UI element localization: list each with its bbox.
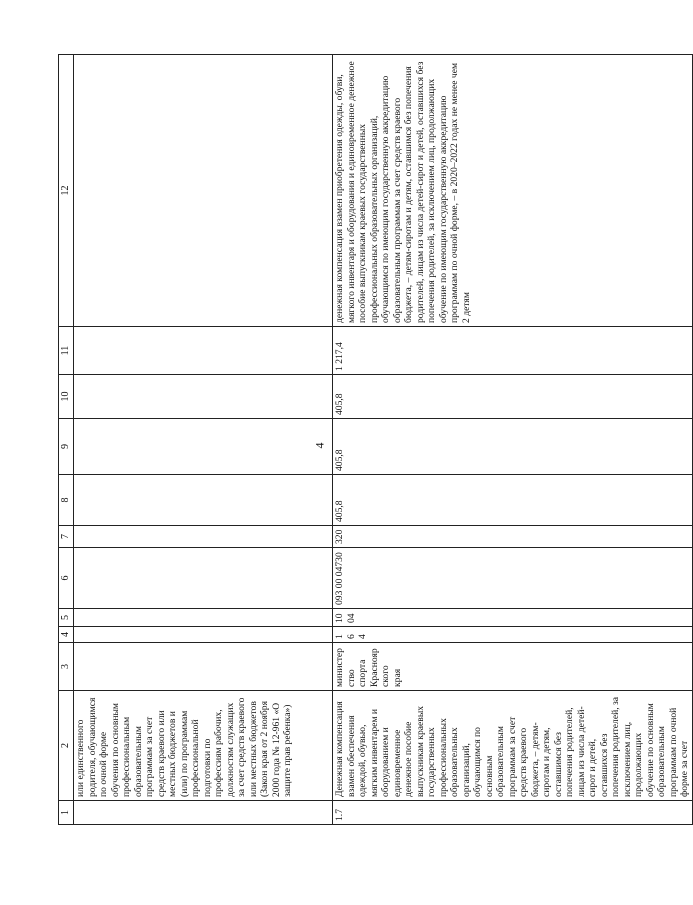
- section-cell: 10 04: [333, 609, 693, 627]
- table-row: [333, 55, 693, 825]
- header-cell: 9: [59, 419, 74, 475]
- amount-cell: [74, 475, 333, 526]
- expense-type-cell: [74, 526, 333, 548]
- section-cell: [74, 609, 333, 627]
- header-cell: 1: [59, 801, 74, 825]
- row-number-cell: [74, 801, 333, 825]
- administrator-cell: [74, 643, 333, 691]
- description-cell: или единственного родителя, обучающимся по очной форме обучения по основным профессиональным образовательным программам за счет средств краевого или местных бюджетов и (или) по программам профессиональной подготовки по профессиям рабочих, должностям служащих за счет средств краевого или местных бюджетов (Закон края от 2 ноября 2000 года № 12-961 «О защите прав ребенка»): [74, 691, 333, 801]
- header-row: [59, 55, 74, 825]
- code-cell: [74, 627, 333, 643]
- administrator-cell: министерство спорта Красноярского края: [333, 643, 693, 691]
- total-cell: 1 217,4: [333, 327, 693, 375]
- page-number: 4: [312, 442, 327, 449]
- target-article-cell: 093 00 04730: [333, 548, 693, 609]
- result-cell: [74, 55, 333, 327]
- header-cell: 2: [59, 691, 74, 801]
- amount-cell: 405,8: [333, 375, 693, 419]
- header-cell: 10: [59, 375, 74, 419]
- target-article-cell: [74, 548, 333, 609]
- row-number-cell: 1.7: [333, 801, 693, 825]
- amount-cell: 405,8: [333, 419, 693, 475]
- header-cell: 3: [59, 643, 74, 691]
- header-cell: 5: [59, 609, 74, 627]
- result-cell: денежная компенсация взамен приобретения одежды, обуви, мягкого инвентаря и оборудования и единовременное денежное пособие выпускникам краевых государственных профессиональных образовательных организаций, обучающимся по имеющим государственную аккредитацию образовательным программам за счет средств краевого бюджета, – детям-сиротам и детям, оставшимся без попечения родителей, лицам из числа детей-сирот и детей, оставшихся без попечения родителей, за исключением лиц, продолжающих обучение по имеющим государственную аккредитацию программам по очной форме, – в 2020–2022 годах не менее чем 2 детям: [333, 55, 693, 327]
- header-cell: 8: [59, 475, 74, 526]
- header-cell: 7: [59, 526, 74, 548]
- total-cell: [74, 327, 333, 375]
- code-cell: 164: [333, 627, 693, 643]
- amount-cell: [74, 375, 333, 419]
- header-cell: 6: [59, 548, 74, 609]
- description-cell: Денежная компенсация взамен обеспечения одеждой, обувью, мягким инвентарем и оборудованием и единовременное денежное пособие выпускникам краевых государственных профессиональных образовательных организаций, обучающимся по основным образовательным программам за счет средств краевого бюджета, – детям-сиротам и детям, оставшимся без попечения родителей, лицам из числа детей-сирот и детей, оставшихся без попечения родителей, за исключением лиц, продолжающих обучение по основным образовательным программам по очной форме за счет: [333, 691, 693, 801]
- table-container: [58, 55, 690, 825]
- amount-cell: 405,8: [333, 475, 693, 526]
- table-row: [74, 55, 333, 825]
- amount-cell: [74, 419, 333, 475]
- header-cell: 12: [59, 55, 74, 327]
- expense-type-cell: 320: [333, 526, 693, 548]
- budget-table: [58, 54, 693, 825]
- header-cell: 4: [59, 627, 74, 643]
- header-cell: 11: [59, 327, 74, 375]
